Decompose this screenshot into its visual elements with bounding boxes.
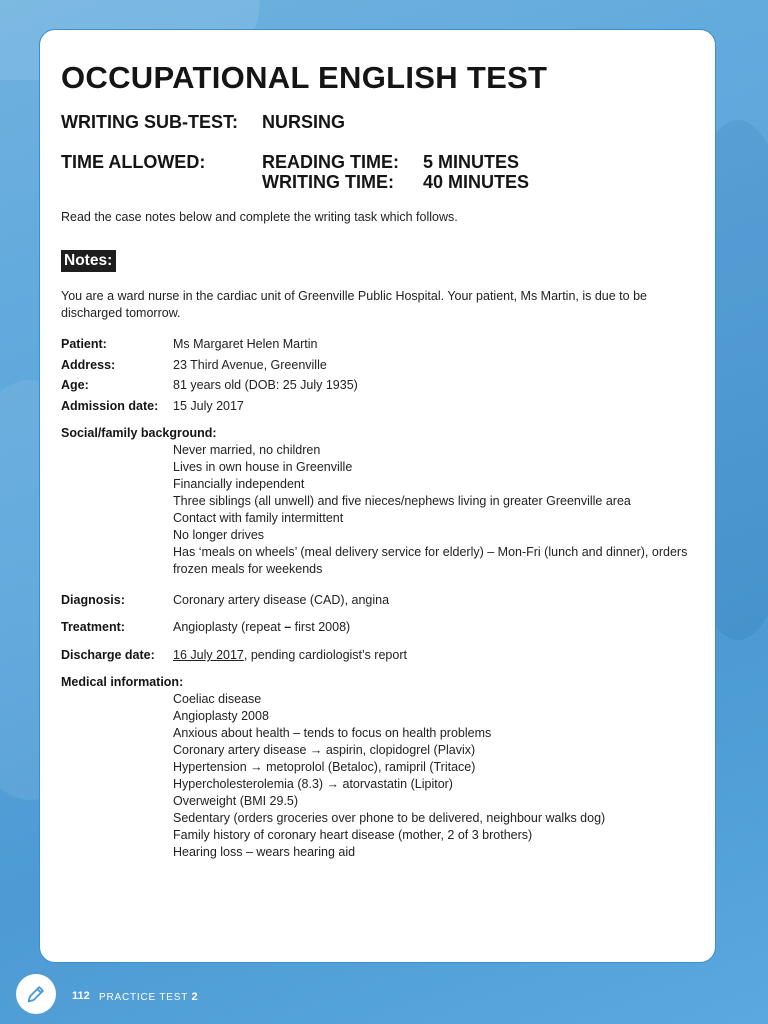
address-label: Address:: [61, 358, 116, 372]
admission-date-value: 15 July 2017: [173, 399, 244, 413]
case-notes-card: [39, 29, 716, 963]
page-title: OCCUPATIONAL ENGLISH TEST: [61, 60, 548, 95]
admission-date-label: Admission date:: [61, 399, 159, 413]
treatment-value: [173, 620, 350, 634]
diagnosis-value: Coronary artery disease (CAD), angina: [173, 593, 390, 607]
footer-test-number: 2: [191, 991, 199, 1003]
list-item: Has ‘meals on wheels’ (meal delivery service for elderly) – Mon-Fri (lunch and dinner), orders frozen meals for weekends: [173, 545, 688, 576]
treatment-text: Angioplasty (repeat: [173, 620, 285, 634]
reading-time-label: READING TIME:: [262, 152, 399, 172]
age-label: Age:: [61, 378, 89, 392]
list-item: Hypertension → metoprolol (Betaloc), ramipril (Tritace): [173, 760, 476, 774]
list-item: Hearing loss – wears hearing aid: [173, 845, 356, 859]
list-item: Overweight (BMI 29.5): [173, 794, 299, 808]
time-allowed-label: TIME ALLOWED:: [61, 152, 206, 172]
subtest-value: NURSING: [262, 112, 346, 132]
list-item: Financially independent: [173, 477, 305, 491]
pencil-icon: [25, 983, 47, 1005]
diagnosis-label: Diagnosis:: [61, 593, 125, 607]
address-value: 23 Third Avenue, Greenville: [173, 358, 327, 372]
list-item: Hypercholesterolemia (8.3) → atorvastatin (Lipitor): [173, 777, 453, 791]
discharge-date-label: Discharge date:: [61, 648, 155, 662]
treatment-label: Treatment:: [61, 620, 125, 634]
list-item: Family history of coronary heart disease (mother, 2 of 3 brothers): [173, 828, 533, 842]
list-item: Coronary artery disease → aspirin, clopidogrel (Plavix): [173, 743, 476, 757]
page-number: 112: [72, 990, 90, 1002]
pencil-icon-badge: [16, 974, 56, 1014]
list-item: Sedentary (orders groceries over phone to be delivered, neighbour walks dog): [173, 811, 606, 825]
medical-information-label: Medical information:: [61, 675, 184, 689]
list-item: Never married, no children: [173, 443, 321, 457]
age-value: 81 years old (DOB: 25 July 1935): [173, 378, 358, 392]
reading-time-value: 5 MINUTES: [423, 152, 520, 172]
patient-value: Ms Margaret Helen Martin: [173, 337, 318, 351]
writing-time-value: 40 MINUTES: [423, 172, 530, 192]
list-item: Coeliac disease: [173, 692, 262, 706]
writing-time-label: WRITING TIME:: [262, 172, 394, 192]
list-item: Anxious about health – tends to focus on health problems: [173, 726, 492, 740]
treatment-text-end: first 2008): [291, 620, 351, 634]
notes-heading: Notes:: [61, 250, 116, 272]
footer-section: [99, 991, 198, 1003]
discharge-note: , pending cardiologist’s report: [243, 648, 407, 662]
footer-section-label: PRACTICE TEST: [99, 992, 188, 1003]
medical-information-list: [173, 691, 708, 861]
social-background-list: [173, 442, 708, 578]
scenario-text: You are a ward nurse in the cardiac unit of Greenville Public Hospital. Your patient, Ms Martin, is due to be discharged tomorrow.: [61, 289, 647, 320]
social-background-label: Social/family background:: [61, 426, 217, 440]
treatment-dash: –: [284, 620, 292, 634]
list-item: Three siblings (all unwell) and five nieces/nephews living in greater Greenville area: [173, 494, 631, 508]
list-item: Angioplasty 2008: [173, 709, 269, 723]
discharge-date: 16 July 2017: [173, 648, 244, 662]
discharge-date-value: [173, 648, 407, 662]
subtest-label: WRITING SUB-TEST:: [61, 112, 238, 132]
list-item: Contact with family intermittent: [173, 511, 344, 525]
list-item: Lives in own house in Greenville: [173, 460, 353, 474]
list-item: No longer drives: [173, 528, 265, 542]
instructions: Read the case notes below and complete the writing task which follows.: [61, 210, 458, 224]
patient-label: Patient:: [61, 337, 107, 351]
